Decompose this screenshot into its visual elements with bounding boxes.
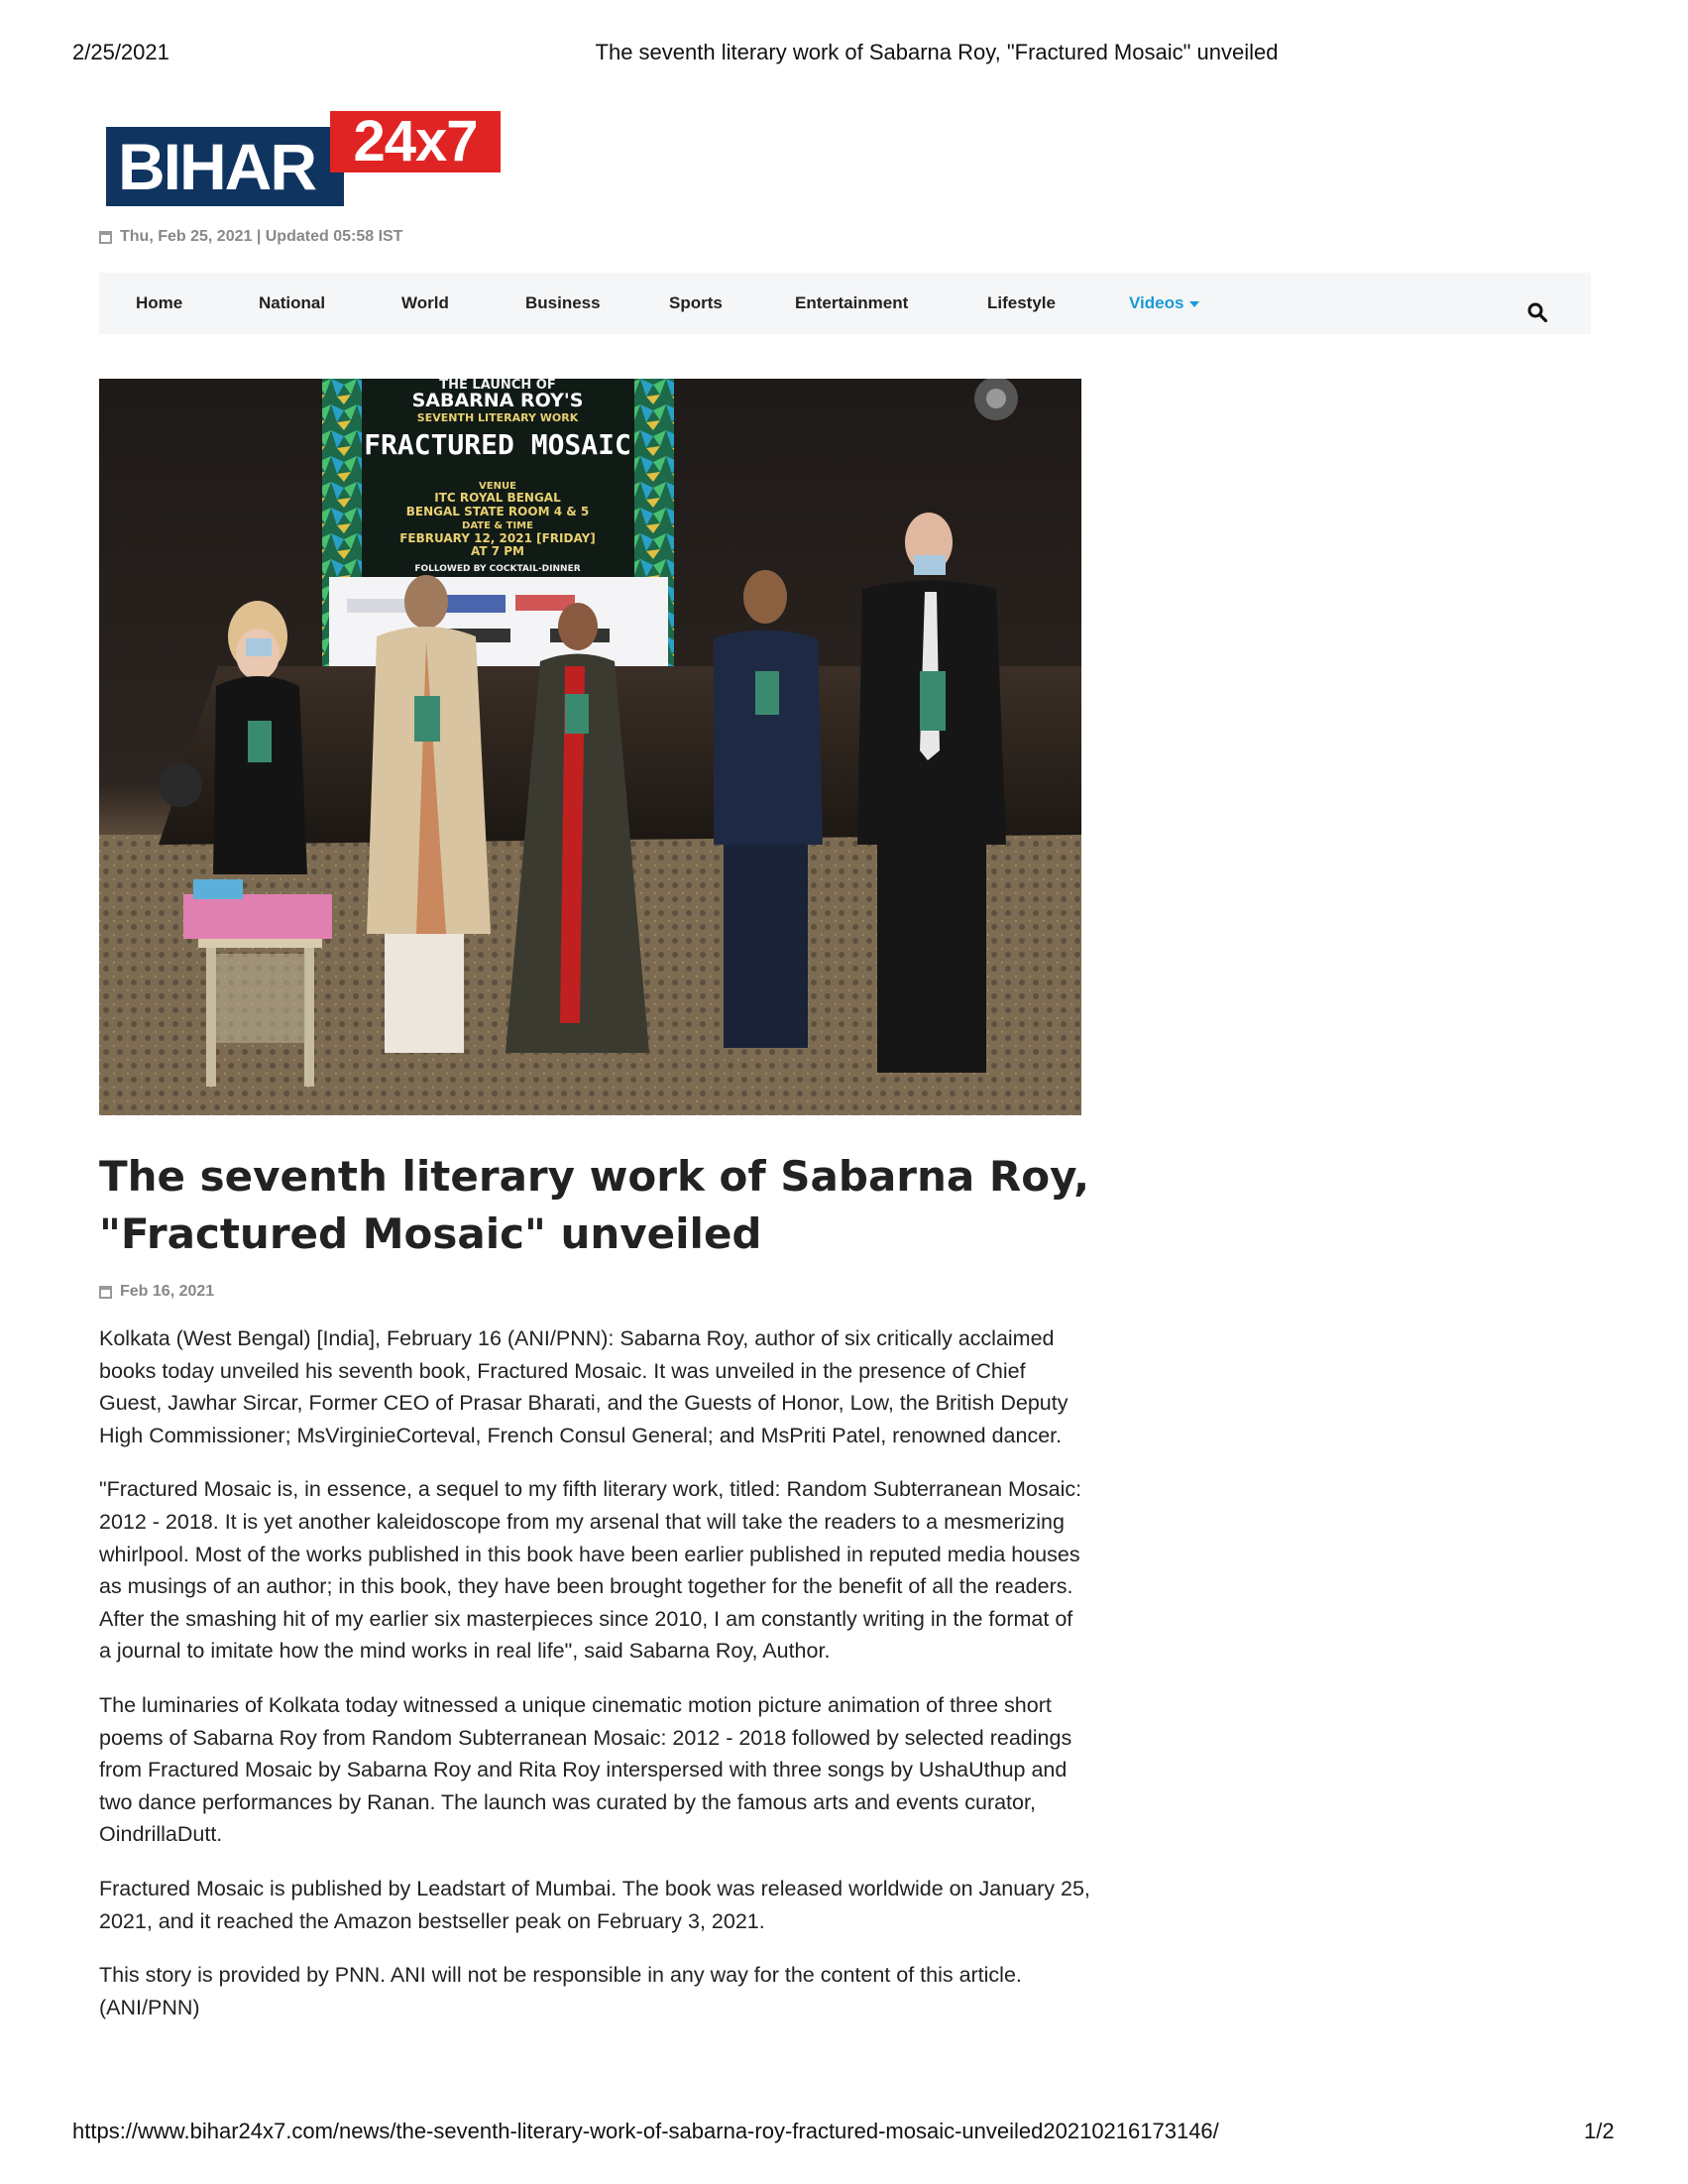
main-nav: [99, 273, 1591, 334]
calendar-icon: [99, 1286, 112, 1299]
nav-lifestyle[interactable]: Lifestyle: [987, 293, 1056, 312]
print-page-number: 1/2: [1584, 2119, 1615, 2143]
print-url: https://www.bihar24x7.com/news/the-seventh-literary-work-of-sabarna-roy-fractured-mosaic-unveiled20210216173146/: [72, 2119, 1219, 2143]
article-paragraph: Fractured Mosaic is published by Leadstart of Mumbai. The book was released worldwide on January 25, 2021, and it reached the Amazon bestseller peak on February 3, 2021.: [99, 1876, 1090, 1933]
logo-24x7-text: 24x7: [330, 111, 501, 172]
banner-line-1: THE LAUNCH OF: [439, 379, 556, 393]
banner-line-10: AT 7 PM: [471, 544, 524, 558]
banner-title: FRACTURED MOSAIC: [364, 428, 631, 461]
nav-world[interactable]: World: [401, 293, 449, 312]
banner-line-7: BENGAL STATE ROOM 4 & 5: [405, 505, 590, 518]
print-date: 2/25/2021: [72, 40, 169, 64]
banner-line-3: SEVENTH LITERARY WORK: [416, 411, 579, 424]
banner-line-6: ITC ROYAL BENGAL: [434, 491, 561, 505]
article-headline: The seventh literary work of Sabarna Roy, "Fractured Mosaic" unveiled: [99, 1152, 1090, 1258]
calendar-icon: [99, 231, 112, 244]
nav-sports[interactable]: Sports: [669, 293, 723, 312]
nav-national[interactable]: National: [259, 293, 326, 312]
site-logo[interactable]: [106, 111, 501, 206]
banner-line-8: DATE & TIME: [462, 520, 533, 531]
updated-date-text: Thu, Feb 25, 2021 | Updated 05:58 IST: [120, 228, 403, 245]
nav-home[interactable]: Home: [136, 293, 183, 312]
banner-line-11: FOLLOWED BY COCKTAIL-DINNER: [414, 564, 581, 574]
banner-line-2: SABARNA ROY'S: [411, 390, 584, 411]
nav-business[interactable]: Business: [525, 293, 601, 312]
article-paragraph: The luminaries of Kolkata today witnessed a unique cinematic motion picture animation of three short poems of Sabarna Roy from Random Subterranean Mosaic: 2012 - 2018 followed by selected readings from Fractured Mosaic by Sabarna Roy and Rita Roy interspersed with three songs by UshaUthup and two dance performances by Ranan. The launch was curated by the famous arts and events curator, OindrillaDutt.: [99, 1692, 1072, 1847]
article-paragraph: "Fractured Mosaic is, in essence, a sequel to my fifth literary work, titled: Random Subterranean Mosaic: 2012 - 2018. It is yet another kaleidoscope from my arsenal that will take the readers to a mesmerizing whirlpool. Most of the works published in this book have been earlier published in reputed media houses as musings of an author; in this book, they have been brought together for the benefit of all the readers. After the smashing hit of my earlier six masterpieces since 2010, I am constantly writing in the format of a journal to imitate how the mind works in real life", said Sabarna Roy, Author.: [99, 1477, 1082, 1664]
search-icon[interactable]: [1527, 302, 1547, 322]
nav-entertainment[interactable]: Entertainment: [795, 293, 909, 312]
logo-bihar-text: BIHAR: [106, 127, 344, 206]
article-body: [99, 1322, 1090, 2045]
article-paragraph: This story is provided by PNN. ANI will not be responsible in any way for the content of this article. (ANI/PNN): [99, 1963, 1022, 2019]
nav-videos-label: Videos: [1129, 293, 1184, 312]
article-date: [99, 1283, 214, 1301]
updated-date: [99, 228, 402, 246]
article-date-text: Feb 16, 2021: [120, 1283, 215, 1300]
chevron-down-icon: [1189, 301, 1199, 307]
article-paragraph: Kolkata (West Bengal) [India], February 16 (ANI/PNN): Sabarna Roy, author of six critically acclaimed books today unveiled his seventh book, Fractured Mosaic. It was unveiled in the presence of Chief Guest, Jawhar Sircar, Former CEO of Prasar Bharati, and the Guests of Honor, Low, the British Deputy High Commissioner; MsVirginieCorteval, French Consul General; and MsPriti Patel, renowned dancer.: [99, 1326, 1069, 1447]
banner-line-9: FEBRUARY 12, 2021 [FRIDAY]: [399, 531, 596, 545]
article-hero-image: [99, 379, 1081, 1115]
print-page-title: The seventh literary work of Sabarna Roy, "Fractured Mosaic" unveiled: [595, 40, 1279, 64]
event-photo: [99, 379, 1081, 1115]
banner-line-5: VENUE: [479, 481, 516, 492]
nav-videos[interactable]: [1129, 273, 1199, 334]
